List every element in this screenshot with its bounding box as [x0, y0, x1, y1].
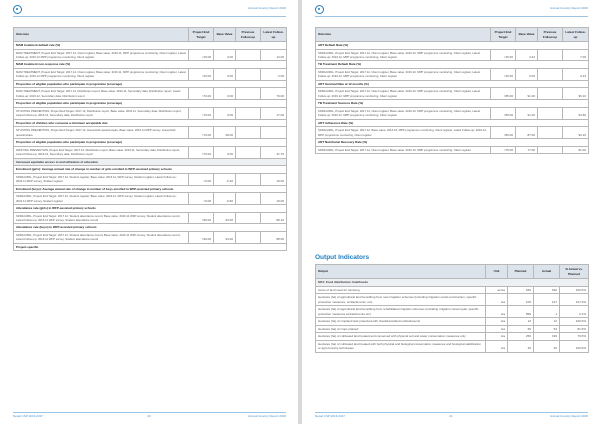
outcome-detail: SINDHUPAL, Project End Target: 2017.12, Client register, Base value: 2016.10, MPP programme monitoring, Client register [316, 146, 491, 154]
outcome-value [538, 127, 563, 139]
outcome-detail-row [14, 88, 287, 100]
outcome-value: 3.42 [516, 49, 538, 61]
output-actual: 1 [534, 306, 560, 318]
col-actual: Actual [534, 265, 560, 279]
wfp-logo-icon [13, 5, 22, 14]
outcome-value: 0.00 [516, 68, 538, 80]
outcome-value: >70.00 [189, 88, 214, 100]
output-indicators-table [315, 264, 589, 353]
outcome-value: 91.00 [516, 88, 538, 100]
output-label: Hectares (ha) of crops planted [316, 325, 486, 333]
outcome-value: 96.10 [563, 88, 589, 100]
outcome-title-row [14, 100, 287, 108]
outcome-value: >6.00 [189, 193, 214, 205]
outcome-title-row [316, 80, 589, 88]
col-base-value: Base Value [516, 28, 538, 42]
output-unit: Ha [486, 294, 508, 306]
outputs-section-label: SO1: Food distribution: livelihoods [316, 279, 589, 287]
output-planned: 65 [508, 325, 534, 333]
outcome-value: <15.00 [189, 68, 214, 80]
outcome-value [538, 49, 563, 61]
outcome-detail: SINDHUPAL, Project End Target: 2017.12, Client register, Base value: 2016.10, MPP programme monitoring, Client register, Latest Follow-up: 2016.12, MPP programme monitoring, Client register [316, 107, 491, 119]
outcome-title: Attendance rate (boys) in WFP-assisted primary schools [14, 224, 287, 232]
output-row [316, 333, 589, 341]
outcome-title: Enrolment (boys): Average annual rate of change in number of boys enrolled in WFP-assisted primary schools [14, 185, 287, 193]
output-planned: 899 [508, 306, 534, 318]
outcome-value [261, 127, 287, 139]
output-label: Hectares (ha) of agricultural land benefiting from new irrigation schemes (including irrigation canal construction, specific protection measures, embankments, etc) [316, 294, 486, 306]
output-row [316, 286, 589, 294]
outcome-title: Increased equitable access to and utilization of education [14, 158, 287, 166]
col-outcome: Outcome [316, 28, 491, 42]
outcome-value: <15.00 [491, 68, 516, 80]
outcome-value [236, 231, 261, 243]
outcome-title-row [316, 100, 589, 108]
outcome-detail: SINDHUPAL, Project End Target: 2017.12, Student attendance record, Base value: 2016.11 WFP survey, Student attendance record, Latest Follow-up: 2016.11 WFP survey, Student attendance record [14, 231, 189, 243]
outcome-value: 81.00 [563, 146, 589, 154]
outcome-detail-row [316, 127, 589, 139]
output-label: Hectares (ha) of cropland land protected with checkdams/land embankments [316, 318, 486, 326]
outcome-detail: SINDHUPAL, Project End Target: 2017.12, Student register, Base value: 2016.11, WFP survey, Student register, Latest Follow-up: 2016.11 WFP survey, Student register [14, 173, 189, 185]
outcome-title: ART Default Rate (%) [316, 42, 589, 50]
output-row [316, 294, 589, 306]
outcome-title-row [14, 61, 287, 69]
outcome-detail-row [316, 107, 589, 119]
outcome-detail: MAM TREATMENT, Project End Target: 2017.12, Client register, Base value: 2016.11, MPP programme monitoring, Client register, Latest Follow-up: 2016.12 MPP programme monitoring, Client register [14, 68, 189, 80]
outcome-value: -0.20 [214, 173, 236, 185]
outcome-title-row [14, 139, 287, 147]
outcome-value: 0.00 [214, 68, 236, 80]
outcome-value: >85.00 [491, 88, 516, 100]
outcome-value: 70.00 [261, 88, 287, 100]
output-pct: 100.0% [560, 340, 589, 352]
output-label: Hectares (ha) of cultivated land treated with both physical and biological conservation measures and biological stabilization or agro forestry techniques [316, 340, 486, 352]
page-left [0, 0, 298, 424]
output-pct: 0.1% [560, 306, 589, 318]
outcome-value: 0.00 [214, 88, 236, 100]
outcome-detail: SINDHUPAL, Project End Target: 2017.12, Client register, Base value: 2016.10, MPP programme monitoring, Client register, Latest Follow-up: 2016.12, MPP programme monitoring, Client register [316, 49, 491, 61]
outcome-title: ART Adherence Rate (%) [316, 119, 589, 127]
outcome-detail: MAM TREATMENT, Project End Target: 2017.12, Client register, Base value: 2016.11, MPP programme monitoring, Client register, Latest Follow-up: 2016.12 MPP programme monitoring, Client register [14, 49, 189, 61]
outcome-value: >85.00 [491, 107, 516, 119]
outcome-value: 16.00 [261, 193, 287, 205]
outcome-title: ART Nutritional Recovery Rate (%) [316, 139, 589, 147]
output-actual: 12 [534, 318, 560, 326]
outcome-value [236, 88, 261, 100]
outcome-value [236, 107, 261, 119]
outcome-value: 7.00 [563, 49, 589, 61]
outcome-title-row [14, 42, 287, 50]
col-output: Output [316, 265, 486, 279]
outcome-detail-row [316, 146, 589, 154]
wfp-logo-icon [315, 5, 324, 14]
outcome-title-row [14, 185, 287, 193]
outcome-value: >70.00 [189, 146, 214, 158]
output-row [316, 306, 589, 318]
outcome-detail-row [316, 68, 589, 80]
outcome-value: >75.00 [491, 146, 516, 154]
output-planned: 100 [508, 294, 534, 306]
outcome-title-row [14, 166, 287, 174]
outcome-value [236, 173, 261, 185]
outcome-value: 94.60 [563, 107, 589, 119]
outcome-detail-row [14, 107, 287, 119]
outputs-body [316, 279, 589, 353]
outcome-detail: SINDHUPAL, Project End Target: 2017.12, Client register, Base value: 2016.10, MPP programme monitoring, Client register, Latest Follow-up: 2016.12, MPP programme monitoring, Client register [316, 68, 491, 80]
outputs-section-row [316, 279, 589, 287]
output-planned: 250 [508, 333, 534, 341]
output-actual: 53 [534, 325, 560, 333]
outcome-title-row [14, 119, 287, 127]
outcome-value [538, 146, 563, 154]
outcomes-body-left [14, 42, 287, 251]
outcome-value: 12.00 [261, 49, 287, 61]
output-planned: 46 [508, 340, 534, 352]
outcome-detail: STUNTING PREVENTION, Project End Target: 2017.12, Distribution report, Base value: 2016.11, Secondary data, Distribution report, Latest Follow-up: 2016.12, Secondary data, Distribution report [14, 107, 189, 119]
outcome-title: Proportion of eligible population who participate in programme (coverage) [14, 80, 287, 88]
outcome-value: 77.00 [516, 146, 538, 154]
outcome-detail-row [14, 146, 287, 158]
outcome-title: MAM treatment default rate (%) [14, 42, 287, 50]
output-label: Hectares (ha) of cultivated land treated and conserved with physical soil and water conservation measures only [316, 333, 486, 341]
outcome-detail: MAM TREATMENT, Project End Target: 2017.12, Distribution report, Base value: 2016.11, Secondary data, Distribution report, Latest Follow-up: 2016.12, Secondary data, Distribution report [14, 88, 189, 100]
outcome-value: 91.00 [516, 107, 538, 119]
outcome-detail-row [14, 68, 287, 80]
outcome-value [236, 212, 261, 224]
outcome-value: 94.00 [214, 231, 236, 243]
col-previous-follow-up: Previous Follow-up [538, 28, 563, 42]
output-pct: 100.0% [560, 286, 589, 294]
page-right [302, 0, 600, 424]
output-unit: Ha [486, 318, 508, 326]
outcome-title-row [14, 205, 287, 213]
outcome-value: -0.60 [214, 193, 236, 205]
outcome-title-row [316, 119, 589, 127]
outcome-title: Proportion of children who consume a minimum acceptable diet [14, 119, 287, 127]
outcome-detail: SINDHUPAL, Project End Target: 2017.12, Student attendance record, Base value: 2016.11 WFP survey, Student attendance record, Latest Follow-up: 2016.11 WFP survey, Student attendance record [14, 212, 189, 224]
outcome-value: >6.00 [189, 173, 214, 185]
output-unit: Ha [486, 306, 508, 318]
outcome-value: 0.00 [214, 146, 236, 158]
footer-rule [13, 412, 286, 413]
outcomes-body-right [316, 42, 589, 154]
header-text: Annual Country Report 2016 [549, 6, 588, 10]
outcome-value [538, 107, 563, 119]
page-number: 21 [449, 414, 453, 418]
outcome-title: Proportion of eligible population who participate in programme (coverage) [14, 100, 287, 108]
col-project-end-target: Project End Target [189, 28, 214, 42]
output-pct: 127.0% [560, 294, 589, 306]
output-row [316, 318, 589, 326]
outcome-value [538, 68, 563, 80]
output-actual: 127 [534, 294, 560, 306]
col-outcome: Outcome [14, 28, 189, 42]
outcome-value: 89.10 [261, 212, 287, 224]
footer-rule [315, 412, 588, 413]
header-rule [13, 16, 286, 17]
output-unit: Ha [486, 333, 508, 341]
outcome-title-row [14, 80, 287, 88]
outcome-title-row [316, 139, 589, 147]
output-label: Hectares (ha) of agricultural land benefiting from rehabilitated irrigation schemes (including irrigation canal repair, specific protection measures embankments etc) [316, 306, 486, 318]
outcome-value [236, 193, 261, 205]
outcome-value: <15.00 [189, 49, 214, 61]
outcome-value: 28.00 [214, 127, 236, 139]
outcome-detail-row [14, 127, 287, 139]
outcome-detail-row [14, 193, 287, 205]
output-pct: 100.0% [560, 318, 589, 326]
outcome-value [538, 88, 563, 100]
output-actual: 640 [534, 286, 560, 294]
col-unit: Unit [486, 265, 508, 279]
outcome-value: 31.70 [261, 146, 287, 158]
outcome-value: 2.00 [261, 68, 287, 80]
outcome-title: ART Survival Rate at 12 months (%) [316, 80, 589, 88]
footer-right: Annual Country Report 2016 [247, 414, 286, 418]
outcome-detail: SINDHUPAL, Project End Target: 2017.12, Base value: 2016.10, MPP programme monitoring, Client register, Latest Follow-up: 2016.12, MPP programme monitoring, Client register [316, 127, 491, 139]
outcome-title: TB Treatment Default Rate (%) [316, 61, 589, 69]
output-row [316, 340, 589, 352]
output-planned: 12 [508, 318, 534, 326]
output-unit: Ha [486, 340, 508, 352]
outcomes-table-right [315, 27, 589, 154]
outcome-detail-row [14, 49, 287, 61]
outcome-value [236, 68, 261, 80]
outcome-value [236, 146, 261, 158]
outcomes-header-row [14, 28, 287, 42]
outcome-value: >85.00 [491, 127, 516, 139]
outcomes-table-left [13, 27, 287, 251]
footer-left: Nepal CSP 2013-2017 [315, 414, 345, 418]
outcome-detail: WASTING PREVENTION, Project End Target: 2017.12, Distribution report, Base value: 2016.11, Secondary data, Distribution report, Latest Follow-up: 2016.12, Secondary data, Distribution report [14, 146, 189, 158]
header-text: Annual Country Report 2016 [247, 6, 286, 10]
col-latest-follow-up: Latest Follow-up [563, 28, 589, 42]
col-previous-follow-up: Previous Follow-up [236, 28, 261, 42]
outcome-value: 16.00 [261, 173, 287, 185]
output-actual: 46 [534, 340, 560, 352]
outcomes-header-row [316, 28, 589, 42]
outcome-value: 93.00 [214, 212, 236, 224]
outcome-value: 0.00 [214, 49, 236, 61]
outcome-subheader-row [14, 158, 287, 166]
outcome-title-row [14, 243, 287, 251]
output-indicators-title: Output Indicators [315, 254, 370, 261]
outcome-title-row [316, 61, 589, 69]
outcome-detail: STUNTING PREVENTION, Project End Target: 2017.12, Household questionnaire, Base value: 2016.11 MPP survey, Household questionnaire [14, 127, 189, 139]
outcome-value [236, 127, 261, 139]
outcome-value: 17.00 [261, 107, 287, 119]
col-pct-actual-vs-planned: % Actual vs. Planned [560, 265, 589, 279]
header-rule [315, 16, 588, 17]
output-unit: Ha [486, 325, 508, 333]
outcome-detail-row [14, 173, 287, 185]
outcome-value: >70.00 [189, 107, 214, 119]
outcome-value: >70.00 [189, 127, 214, 139]
output-planned: 640 [508, 286, 534, 294]
outcome-title: MAM treatment non-response rate (%) [14, 61, 287, 69]
col-project-end-target: Project End Target [491, 28, 516, 42]
outcome-detail-row [316, 88, 589, 100]
outcome-title: Enrolment (girls): Average annual rate of change in number of girls enrolled in WFP-assisted primary schools [14, 166, 287, 174]
outcome-title: Project-specific [14, 243, 287, 251]
col-latest-follow-up: Latest Follow-up [261, 28, 287, 42]
outcome-value [236, 49, 261, 61]
col-planned: Planned [508, 265, 534, 279]
outcome-value: 88.00 [261, 231, 287, 243]
output-label: Acres of land used for terracing [316, 286, 486, 294]
output-pct: 79.6% [560, 333, 589, 341]
outcome-title-row [14, 224, 287, 232]
outcome-value: 0.00 [214, 107, 236, 119]
outcome-detail: SINDHUPAL, Project End Target: 2017.12, Student register, Base value: 2016.11, WFP survey, Student register, Latest Follow-up: 2016.11 WFP survey, Student register [14, 193, 189, 205]
outcome-value: 96.10 [563, 127, 589, 139]
outcome-title: Attendance rate (girls) in WFP-assisted primary schools [14, 205, 287, 213]
footer-left: Nepal CSP 2013-2017 [13, 414, 43, 418]
outcome-title-row [316, 42, 589, 50]
outcome-detail-row [14, 212, 287, 224]
outcome-title: Proportion of eligible population who participate in programme (coverage) [14, 139, 287, 147]
outcome-title: TB Treatment Success Rate (%) [316, 100, 589, 108]
output-row [316, 325, 589, 333]
footer-right: Annual Country Report 2016 [549, 414, 588, 418]
outputs-header-row [316, 265, 589, 279]
output-pct: 81.5% [560, 325, 589, 333]
output-unit: acres [486, 286, 508, 294]
outcome-value: >90.00 [189, 212, 214, 224]
outcome-detail-row [14, 231, 287, 243]
outcome-value: <15.00 [491, 49, 516, 61]
outcome-detail-row [316, 49, 589, 61]
outcome-value: 0.24 [563, 68, 589, 80]
output-actual: 199 [534, 333, 560, 341]
outcome-value: 87.00 [516, 127, 538, 139]
page-number: 20 [147, 414, 151, 418]
outcome-detail: SINDHUPAL, Project End Target: 2017.12, Client register, Base value: 2016.10, MPP programme monitoring, Client register, Latest Follow-up: 2016.12, MPP programme monitoring, Client register [316, 88, 491, 100]
outcome-value: >90.00 [189, 231, 214, 243]
col-base-value: Base Value [214, 28, 236, 42]
